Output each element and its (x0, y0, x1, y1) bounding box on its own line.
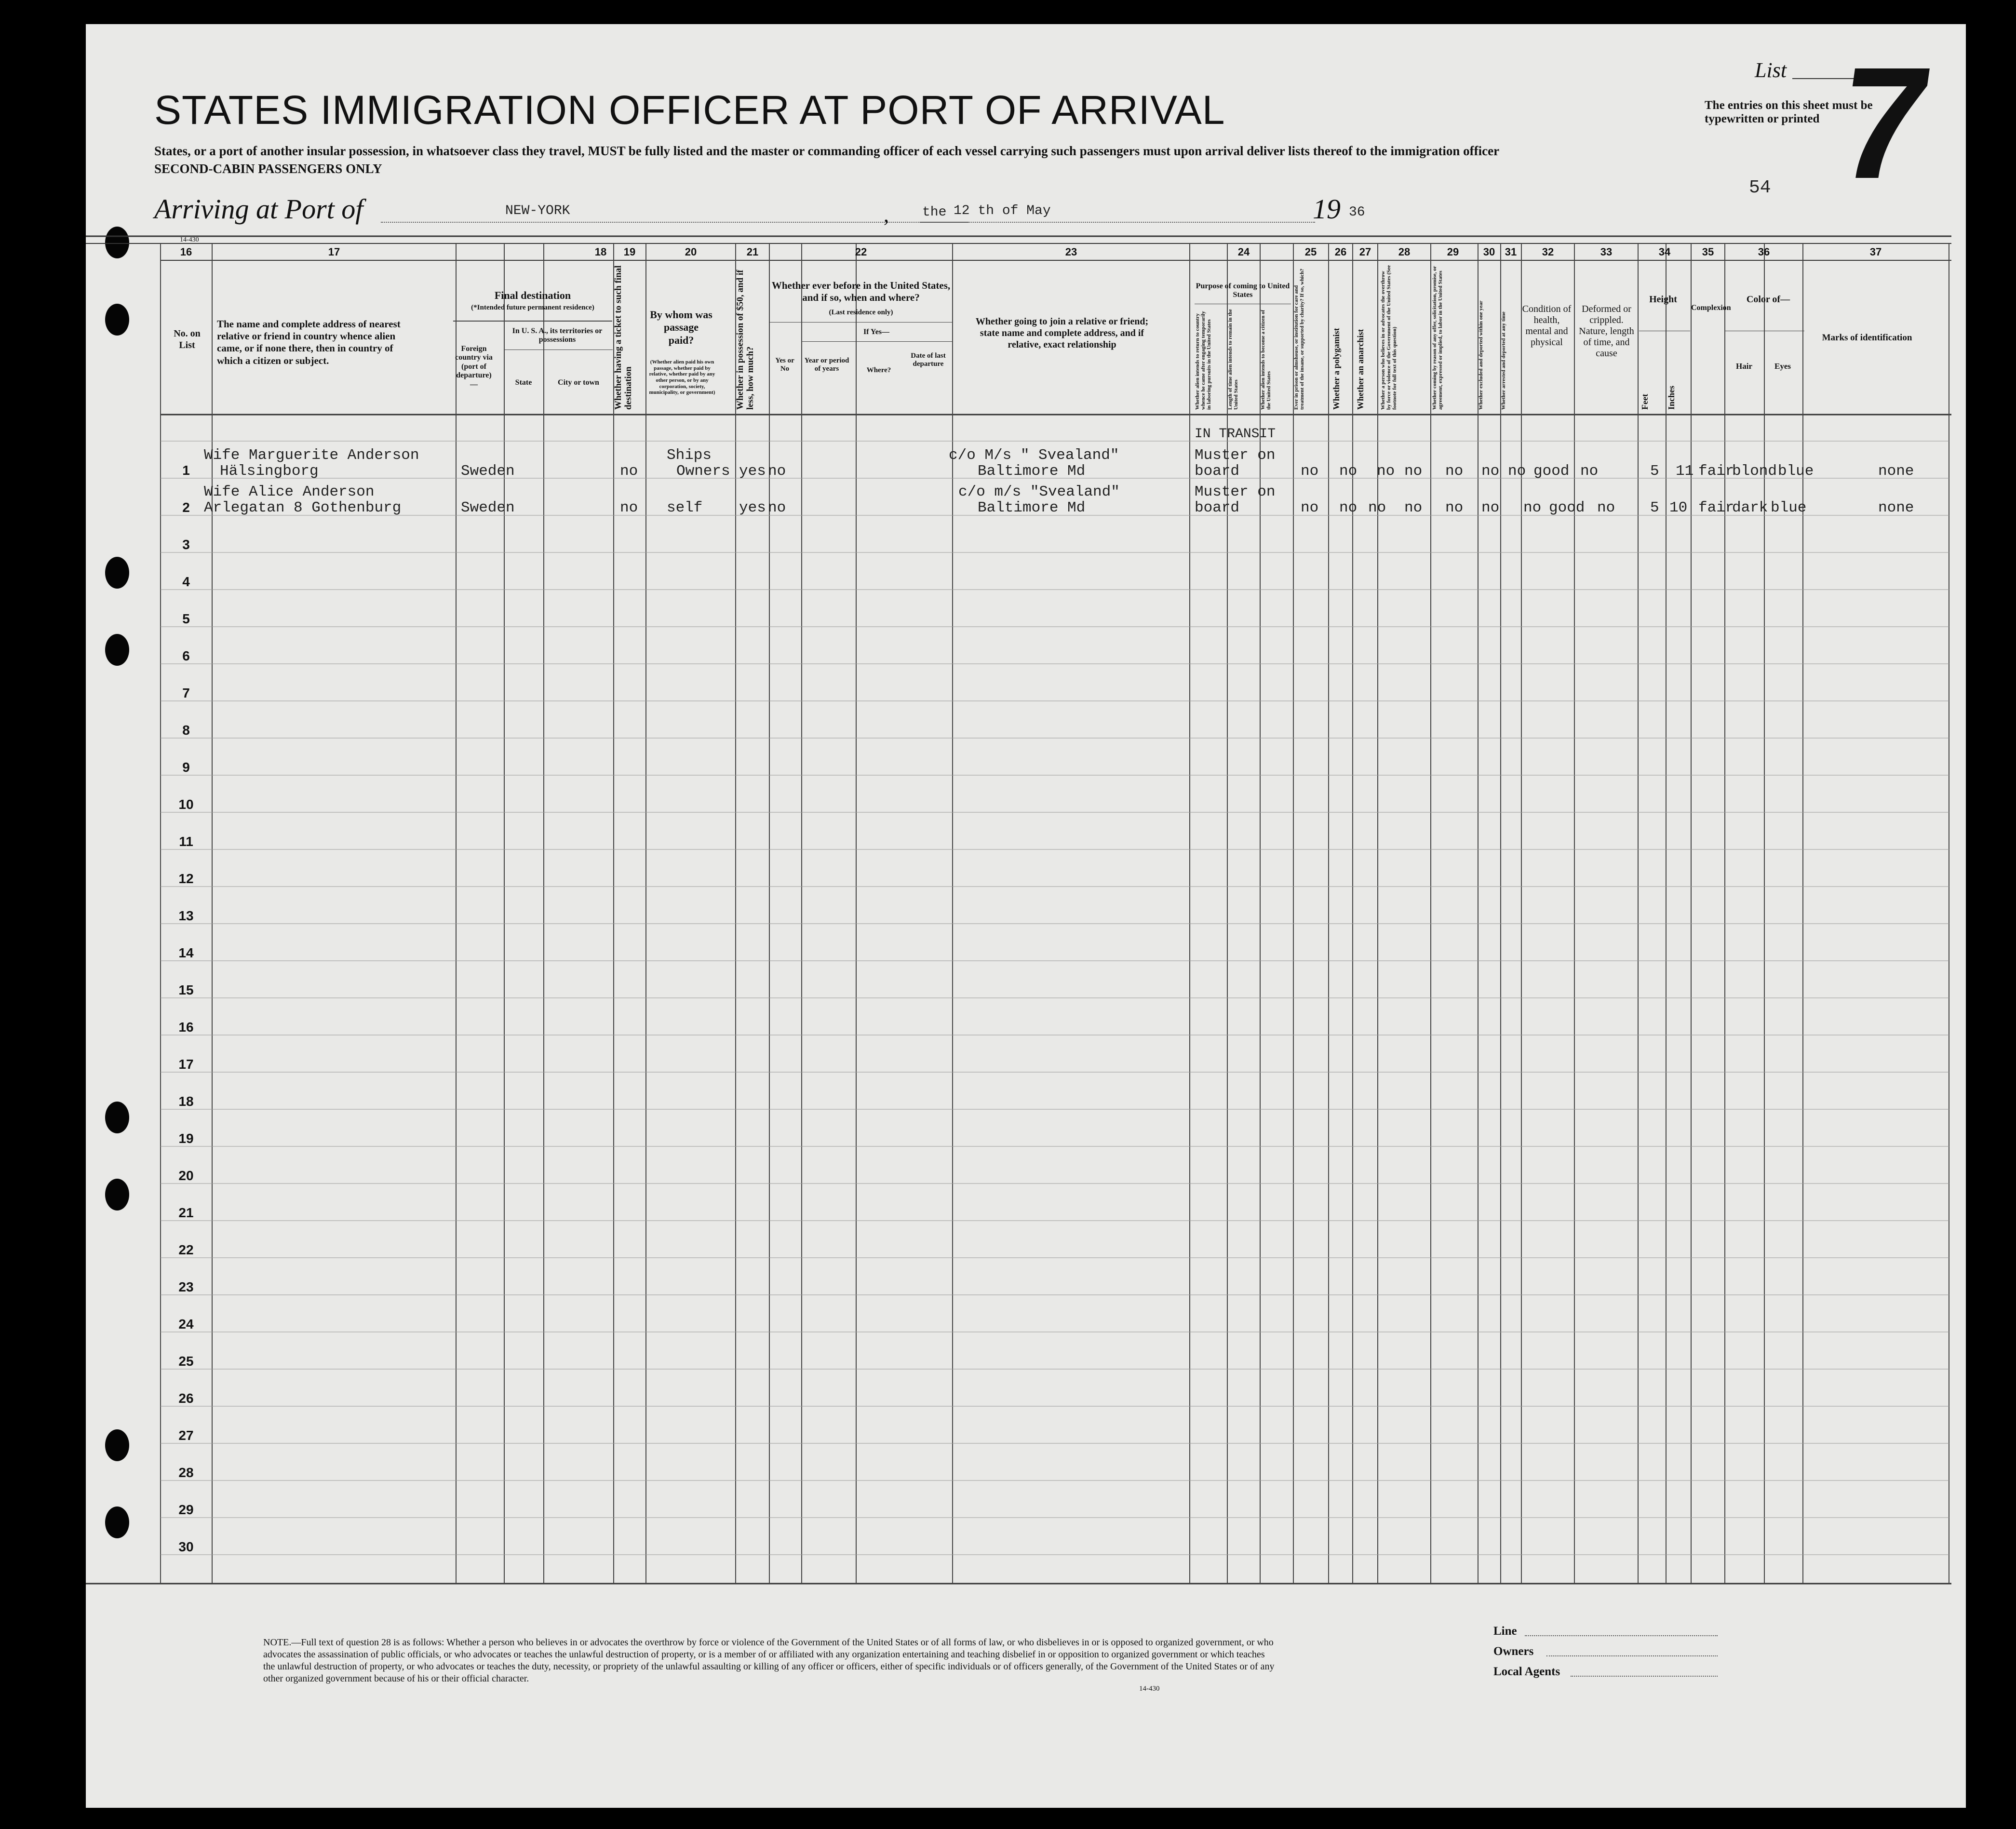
row-number: 16 (178, 1020, 194, 1035)
line-label: Line (1493, 1625, 1517, 1638)
join-relative: c/o m/s "Svealand" (958, 484, 1120, 500)
header-last-departure: Date of last departure (911, 352, 946, 368)
row-number: 19 (178, 1131, 194, 1146)
row-number: 17 (178, 1057, 194, 1072)
column-number: 25 (1304, 246, 1317, 258)
header-hair: Hair (1736, 362, 1752, 371)
year-suffix: 36 (1349, 205, 1365, 220)
q25: no (1301, 463, 1319, 480)
purpose: Muster on (1195, 484, 1276, 500)
header-usa: In U. S. A., its territories or possessions (512, 327, 603, 344)
column-number: 30 (1483, 246, 1495, 258)
header-join-relative: Whether going to join a relative or friend; state name and complete address, and if relative, exact relationship (975, 316, 1149, 350)
arriving-label: Arriving at Port of (154, 193, 363, 225)
q26: no (1339, 499, 1357, 516)
row-number: 6 (182, 648, 190, 663)
arrival-port: NEW-YORK (505, 203, 570, 218)
header-eyes: Eyes (1774, 362, 1791, 371)
the-label: the (922, 205, 947, 220)
column-number: 27 (1359, 246, 1371, 258)
column-number: 37 (1869, 246, 1882, 258)
header-overthrow: Whether a person who believes in or advocates the overthrow by force or violence of the Government of the United States (See footnote for full text of this question) (1380, 265, 1398, 410)
header-passage-paid: By whom was passage paid? (650, 309, 712, 346)
before-in-us: no (768, 463, 786, 480)
before-in-us: no (768, 499, 786, 516)
header-where: Where? (866, 366, 891, 374)
header-color-of: Color of— (1746, 294, 1790, 305)
money: yes (739, 499, 766, 516)
row-number: 21 (178, 1205, 194, 1220)
height-inches: 10 (1669, 499, 1688, 516)
join-relative: c/o M/s " Svealand" (949, 447, 1119, 464)
complexion: fair (1698, 499, 1734, 516)
owners-label: Owners (1493, 1645, 1534, 1658)
row-number: 4 (182, 574, 190, 589)
hair: blond (1732, 463, 1777, 480)
eyes: blue (1771, 499, 1807, 516)
header-before-in-us: Whether ever before in the United States, and if so, when and where? (771, 280, 951, 304)
q31: no (1508, 463, 1526, 480)
row-number: 1 (182, 463, 190, 478)
header-height: Height (1649, 294, 1677, 305)
column-number: 22 (855, 246, 867, 258)
header-city: City or town (558, 378, 599, 387)
column-number: 18 (594, 246, 607, 258)
column-number: 34 (1658, 246, 1671, 258)
row-number: 28 (178, 1465, 194, 1480)
final-dest-divider (453, 321, 612, 322)
row-number: 20 (178, 1168, 194, 1183)
header-arrested: Whether arrested and deported at any time (1501, 311, 1506, 410)
instructions-text: States, or a port of another insular possession, in whatsoever class they travel, MUST be fully listed and the master or commanding officer of each vessel carrying such passengers must upon arrival deliver lists thereof to the immigration officer (154, 144, 1500, 158)
header-health: Condition of health, mental and physical (1522, 304, 1572, 348)
owners-underline (1546, 1655, 1718, 1656)
header-purpose: Purpose of coming to United States (1196, 282, 1290, 299)
marks: none (1878, 499, 1914, 516)
q28: no (1404, 499, 1423, 516)
ticket: no (620, 463, 638, 480)
row-number: 29 (178, 1502, 194, 1517)
row-number: 26 (178, 1391, 194, 1406)
row-number: 15 (178, 982, 194, 997)
column-number: 23 (1065, 246, 1077, 258)
height-feet: 5 (1650, 499, 1659, 516)
column-number: 19 (623, 246, 636, 258)
row-number: 23 (178, 1279, 194, 1294)
height-inches: 11 (1676, 463, 1694, 480)
row-number: 18 (178, 1094, 194, 1109)
header-foreign-country: Foreign country via (port of departure)— (455, 345, 493, 389)
row-number: 10 (178, 797, 194, 812)
q30: no (1481, 499, 1500, 516)
relative-name: Wife Marguerite Anderson (204, 447, 419, 464)
purpose: Muster on (1195, 447, 1276, 464)
header-purpose-length: Length of time alien intends to remain in the United States (1227, 309, 1239, 410)
column-number: 17 (328, 246, 340, 258)
header-relative: The name and complete address of nearest relative or friend in country whence alien came, or if none there, then in country of which a citizen or subject. (217, 318, 401, 366)
line-underline (1525, 1635, 1718, 1636)
q28: no (1404, 463, 1423, 480)
header-ticket: Whether having a ticket to such final destination (613, 265, 633, 410)
typewritten-note: The entries on this sheet must be typewritten or printed (1705, 99, 1873, 125)
year-prefix: 19 (1313, 193, 1341, 225)
header-deformed: Deformed or crippled. Nature, length of time, and cause (1579, 304, 1634, 359)
passage-paid: self (667, 499, 703, 516)
row-number: 2 (182, 500, 190, 515)
relative-address: Arlegatan 8 Gothenburg (204, 499, 402, 516)
header-anarchist: Whether an anarchist (1356, 329, 1365, 410)
header-if-yes: If Yes— (863, 328, 890, 336)
marks: none (1878, 463, 1914, 480)
header-passage-paid-sub: (Whether alien paid his own passage, whether paid by relative, whether paid by any other person, or by any corporation, society, municipality, or government) (649, 359, 715, 396)
q31: no (1523, 499, 1542, 516)
footer-form-code: 14-430 (1139, 1685, 1160, 1693)
agents-underline (1571, 1676, 1718, 1677)
q27: no (1377, 463, 1395, 480)
q29: no (1445, 499, 1464, 516)
purpose-2: board (1195, 463, 1240, 480)
q27: no (1368, 499, 1386, 516)
cabin-class: SECOND-CABIN PASSENGERS ONLY (154, 161, 382, 176)
header-before-sub: (Last residence only) (829, 309, 893, 316)
comma: , (884, 203, 889, 227)
row-number: 13 (178, 908, 194, 923)
header-excluded: Whether excluded and deported within one year (1478, 300, 1484, 410)
in-transit-note: IN TRANSIT (1195, 427, 1276, 442)
header-purpose-citizen: Whether alien intends to become a citizen of the United States (1260, 309, 1272, 410)
header-yes-no: Yes or No (775, 357, 794, 373)
header-marks: Marks of identification (1822, 333, 1912, 343)
join-address: Baltimore Md (978, 463, 1086, 480)
header-offer-labor: Whether coming by reason of any offer, solicitation, promise, or agreement, expressed or implied, to labor in the United States (1432, 266, 1444, 410)
row-number: 11 (179, 834, 193, 849)
manifest-grid (86, 24, 1966, 1711)
header-final-destination: Final destination (494, 289, 571, 301)
q29: no (1445, 463, 1464, 480)
list-label: List (1755, 58, 1787, 82)
join-address: Baltimore Md (978, 499, 1086, 516)
q26: no (1339, 463, 1357, 480)
complexion: fair (1698, 463, 1734, 480)
row-number: 22 (178, 1242, 194, 1257)
header-final-destination-sub: (*Intended future permanent residence) (471, 304, 594, 311)
column-number: 33 (1600, 246, 1613, 258)
footnote-q28: NOTE.—Full text of question 28 is as follows: Whether a person who believes in or advocates the overthrow by force or violence of the Government of the United States or of all forms of law, or who disbelieves in or is opposed to organized government, or who advocates the assassination of public officials, or who advocates or teaches the unlawful destruction of property, or is a member of or affiliated with any organization entertaining and teaching disbelief in or opposition to organized government or which teaches the unlawful destruction of property, or who advocates or teaches the duty, necessity, or propriety of the unlawful assaulting or killing of any officer or officers, either of specific individuals or of officers generally, of the Government of the United States or of any other organized government because of his or their official character. (263, 1637, 1275, 1684)
row-number: 5 (182, 611, 190, 626)
page-number: 54 (1749, 177, 1771, 198)
row-number: 27 (178, 1428, 194, 1443)
height-feet: 5 (1650, 463, 1659, 480)
deformed: no (1580, 463, 1599, 480)
header-prison: Ever in prison or almshouse, or institution for care and treatment of the insane, or supported by charity? If so, which? (1293, 269, 1305, 410)
row-number: 9 (182, 760, 190, 775)
column-number: 28 (1398, 246, 1411, 258)
ticket: no (620, 499, 638, 516)
deformed: no (1597, 499, 1615, 516)
header-polygamist: Whether a polygamist (1331, 328, 1341, 410)
foreign-country: Sweden (461, 499, 515, 516)
agents-label: Local Agents (1493, 1665, 1560, 1678)
form-code: 14-430 (180, 236, 199, 243)
row-number: 7 (182, 686, 190, 700)
arrival-date: 12 th of May (954, 203, 1051, 218)
header-inches: Inches (1667, 385, 1676, 410)
row-number: 3 (182, 537, 190, 552)
purpose-2: board (1195, 499, 1240, 516)
header-no-on-list: No. on List (174, 328, 201, 350)
passage-paid: Ships (667, 447, 712, 464)
page-title: STATES IMMIGRATION OFFICER AT PORT OF ARRIVAL (154, 87, 1225, 133)
hair: dark (1732, 499, 1768, 516)
column-number: 36 (1758, 246, 1770, 258)
column-number: 21 (746, 246, 759, 258)
row-number: 8 (182, 723, 190, 738)
row-number: 25 (178, 1354, 194, 1369)
relative-name: Wife Alice Anderson (204, 484, 375, 500)
q25: no (1301, 499, 1319, 516)
list-number: 7 (1828, 34, 1942, 212)
header-purpose-return: Whether alien intends to return to country whence he came after engaging temporarily in laboring pursuits in the United States (1195, 311, 1212, 410)
manifest-sheet (86, 24, 1966, 1808)
column-number: 32 (1542, 246, 1554, 258)
ifyes-divider (802, 341, 953, 342)
row-number: 30 (178, 1539, 194, 1554)
header-years: Year or period of years (804, 357, 849, 373)
eyes: blue (1778, 463, 1814, 480)
foreign-country: Sweden (461, 463, 515, 480)
column-number: 31 (1505, 246, 1517, 258)
column-number: 26 (1334, 246, 1347, 258)
health: good (1549, 499, 1585, 516)
header-complexion: Complexion (1691, 304, 1731, 312)
column-number: 35 (1702, 246, 1714, 258)
column-number: 24 (1237, 246, 1250, 258)
row-number: 24 (178, 1317, 194, 1331)
passage-paid-2: Owners (676, 463, 730, 480)
row-number: 14 (178, 945, 194, 960)
column-number: 16 (180, 246, 192, 258)
money: yes (739, 463, 766, 480)
q30: no (1481, 463, 1500, 480)
header-state: State (515, 378, 532, 387)
row-number: 12 (178, 871, 194, 886)
before-divider (769, 322, 953, 323)
header-feet: Feet (1640, 394, 1650, 410)
health: good (1533, 463, 1570, 480)
relative-address: Hälsingborg (220, 463, 319, 480)
column-number: 20 (685, 246, 697, 258)
header-money: Whether in possession of $50, and if less, how much? (735, 269, 755, 410)
column-number: 29 (1447, 246, 1459, 258)
